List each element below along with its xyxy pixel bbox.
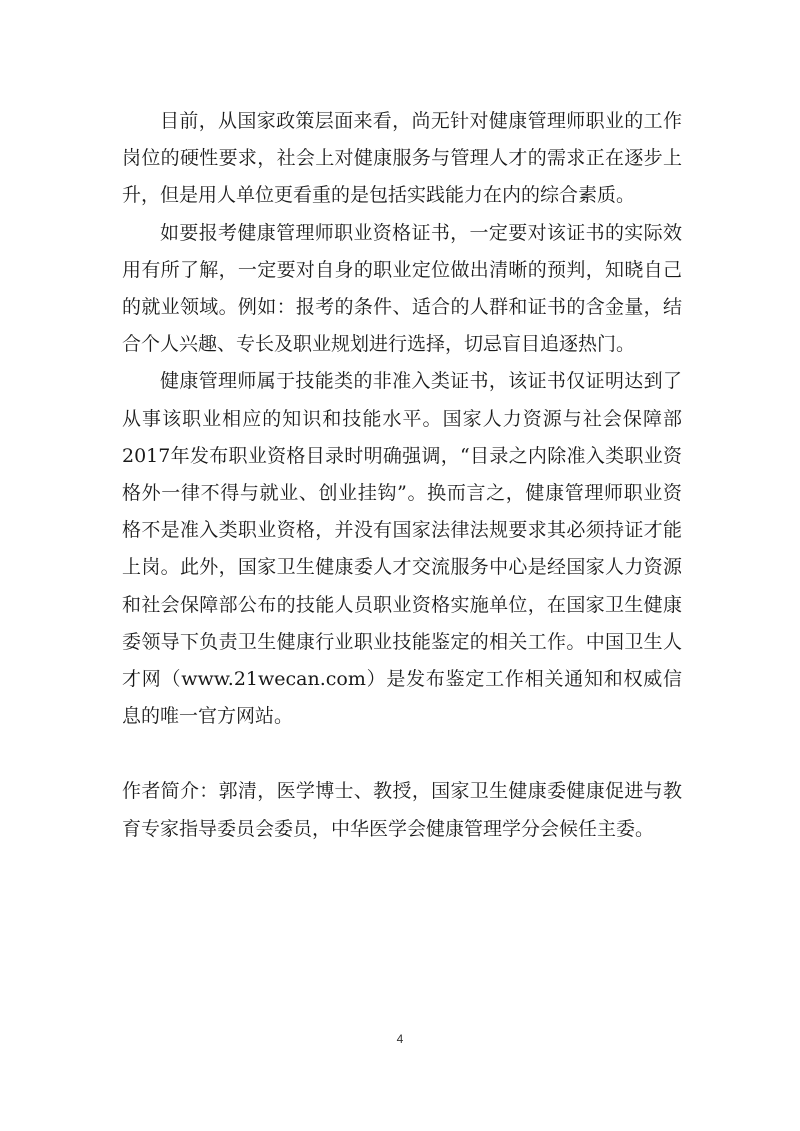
paragraph-certificate-type: 健康管理师属于技能类的非准入类证书，该证书仅证明达到了从事该职业相应的知识和技能水平。国家人力资源与社会保障部 2017年发布职业资格目录时明确强调，“目录之内除准入类职业资格外一律不得与就业、创业挂钩”。换而言之，健康管理师职业资格不是准入类职业资格，并没有国家法律法规要求其必须持证才能上岗。此外，国家卫生健康委人才交流服务中心是经国家人力资源和社会保障部公布的技能人员职业资格实施单位，在国家卫生健康委领导下负责卫生健康行业职业技能鉴定的相关工作。中国卫生人才网（www.21wecan.com）是发布鉴定工作相关通知和权威信息的唯一官方网站。 [122,370,682,728]
page-number: 4 [396,1032,404,1046]
paragraph-policy: 目前，从国家政策层面来看，尚无针对健康管理师职业的工作岗位的硬性要求，社会上对健康服务与管理人才的需求正在逐步上升，但是用人单位更看重的是包括实践能力在内的综合素质。 [122,110,682,207]
paragraph-exam-advice: 如要报考健康管理师职业资格证书，一定要对该证书的实际效用有所了解，一定要对自身的职业定位做出清晰的预判，知晓自己的就业领域。例如：报考的条件、适合的人群和证书的含金量，结合个人兴趣、专长及职业规划进行选择，切忌盲目追逐热门。 [122,221,682,356]
author-bio: 作者简介：郭清，医学博士、教授，国家卫生健康委健康促进与教育专家指导委员会委员，中华医学会健康管理学分会候任主委。 [122,780,682,840]
article-body [122,103,682,848]
